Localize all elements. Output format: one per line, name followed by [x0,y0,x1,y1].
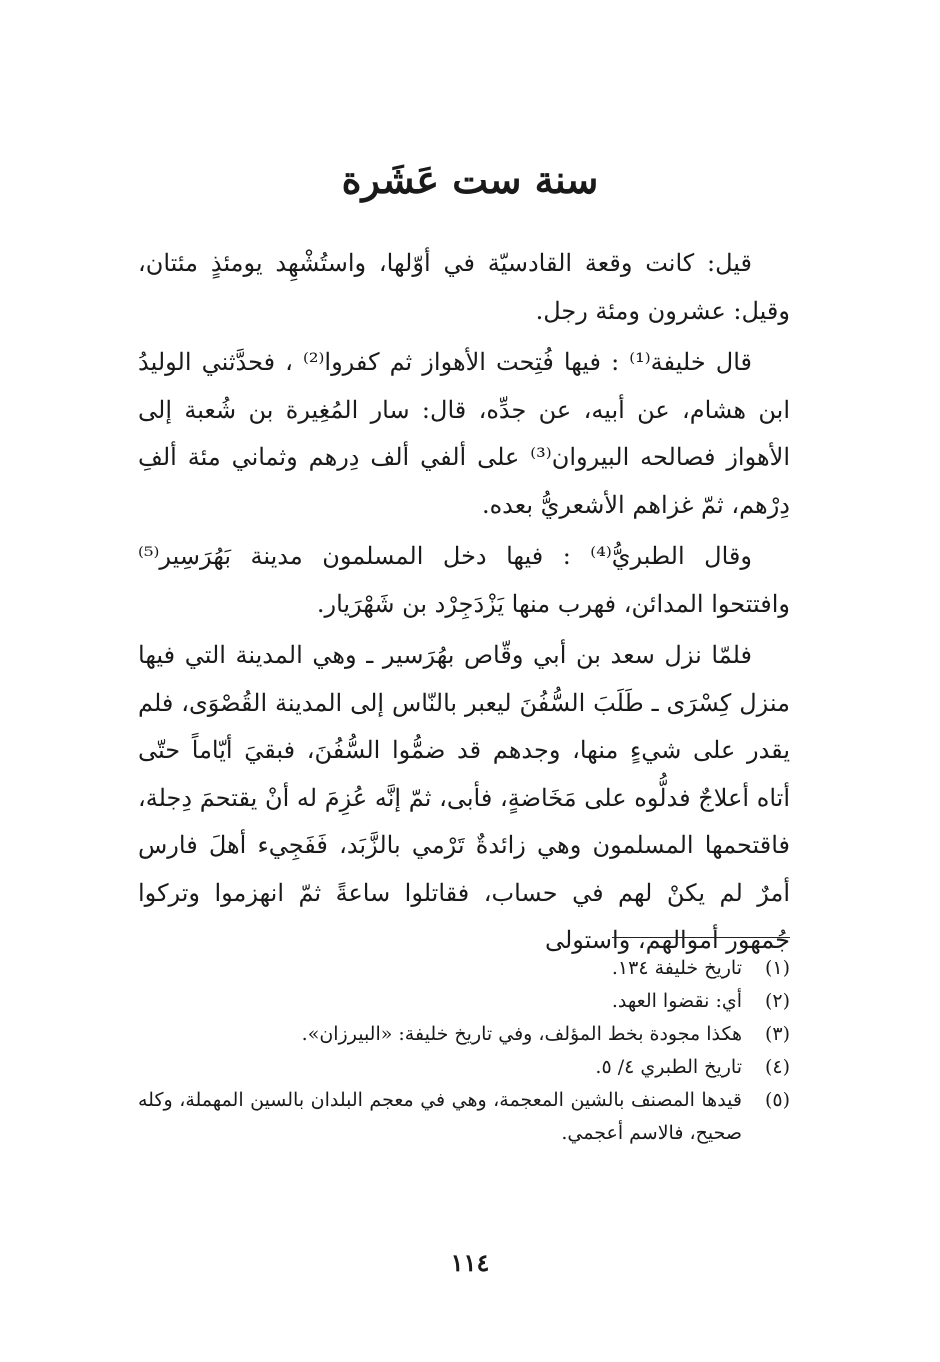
footnote-5 [138,1084,790,1150]
paragraph-2: قال خليفة⁽¹⁾ : فيها فُتِحت الأهواز ثم كفروا⁽²⁾ ، فحدَّثني الوليدُ ابن هشام، عن أبيه، عن جدِّه، قال: سار المُغِيرة بن شُعبة إلى الأهواز فصالحه البيروان⁽³⁾ على ألفي ألف دِرهم وثماني مئة ألفِ دِرْهم، ثمّ غزاهم الأشعريُّ بعده. [138,348,790,519]
footnote-number: (٥) [764,1089,790,1111]
footnote-number: (١) [764,957,790,979]
chapter-title: سنة ست عَشَرة [341,157,599,202]
paragraph-3: وقال الطبريُّ⁽⁴⁾ : فيها دخل المسلمون مدينة بَهُرَسِير⁽⁵⁾ وافتتحوا المدائن، فهرب منها يَزْدَجِرْد بن شَهْرَيار. [138,542,790,618]
footnote-number: (٢) [764,990,790,1012]
footnote-2 [138,985,790,1018]
footnote-text: تاريخ الطبري ٤/ ٥. [595,1056,742,1078]
paragraph-4: فلمّا نزل سعد بن أبي وقّاص بهُرَسير ـ وهي المدينة التي فيها منزل كِسْرَى ـ طَلَبَ السُّفُنَ ليعبر بالنّاس إلى المدينة القُصْوَى، فلم يقدر على شيءٍ منها، وجدهم قد ضمُّوا السُّفُنَ، فبقيَ أيّاماً حتّى أتاه أعلاجٌ فدلُّوه على مَخَاضةٍ، فأبى، ثمّ إنَّه عُزِمَ له أنْ يقتحمَ دِجلة، فاقتحمها المسلمون وهي زائدةٌ تَرْمي بالزَّبَد، فَفَجِيء أهلَ فارس أمرٌ لم يكنْ لهم في حساب، فقاتلوا ساعةً ثمّ انهزموا وتركوا جُمهور أموالهم، واستولى [138,641,790,954]
footnote-1 [138,952,790,985]
footnote-text: أي: نقضوا العهد. [611,990,742,1012]
page-number: ١١٤ [450,1248,490,1277]
main-text [138,240,790,969]
footnote-text: قيدها المصنف بالشين المعجمة، وهي في معجم البلدان بالسين المهملة، وكله صحيح، فالاسم أعجمي. [138,1089,742,1144]
footnote-number: (٤) [764,1056,790,1078]
footnote-number: (٣) [764,1023,790,1045]
footnote-3 [138,1018,790,1051]
footnote-text: هكذا مجودة بخط المؤلف، وفي تاريخ خليفة: «البيرزان». [301,1023,742,1045]
paragraph-1: قيل: كانت وقعة القادسيّة في أوّلها، واستُشْهِد يومئذٍ مئتان، وقيل: عشرون ومئة رجل. [138,249,790,325]
footnote-4 [138,1051,790,1084]
footnotes [138,952,790,1150]
footnote-divider [612,937,790,938]
footnote-text: تاريخ خليفة ١٣٤. [611,957,742,979]
